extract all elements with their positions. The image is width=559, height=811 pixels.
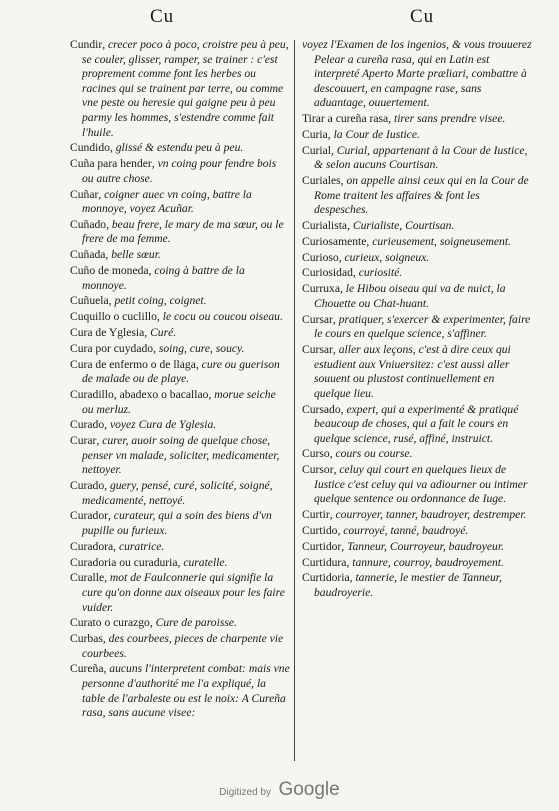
dictionary-entry	[70, 342, 290, 357]
dictionary-entry	[70, 264, 290, 293]
entry-definition: , courroyer, tanner, baudroyer, destremper.	[329, 508, 527, 522]
entry-headword: Curalle	[70, 571, 105, 585]
entry-definition: , belle sœur.	[105, 248, 161, 262]
entry-definition: , tannerie, le mestier de Tanneur, baudroyerie.	[314, 571, 502, 599]
dictionary-entry	[302, 219, 532, 234]
entry-definition: , Curial, appartenant à la Cour de Iustice, & selon aucuns Courtisan.	[314, 143, 528, 172]
dictionary-entry	[302, 266, 532, 281]
dictionary-entry	[70, 418, 290, 433]
right-column	[302, 38, 532, 775]
entry-headword: Cursor	[302, 463, 334, 477]
entry-headword: Curadoria ou curaduria	[70, 555, 178, 569]
entry-definition: , crecer poco à poco, croistre peu à peu, se couler, glisser, ramper, se trainer : c'est proprement comme font les herbes ou racines qui se trainent par terre, ou comme vne peste ou heresie qui gaigne peu à peu parmy les hommes, s'estendre comme fait l'huile.	[82, 38, 289, 139]
entry-headword: Curiosamente	[302, 234, 367, 248]
dictionary-entry	[70, 479, 290, 508]
dictionary-entry	[302, 174, 532, 218]
entry-definition: , Cure de paroisse.	[149, 616, 237, 630]
entry-definition: , voyez Cura de Yglesia.	[104, 418, 217, 432]
entry-headword: Curar	[70, 434, 97, 448]
entry-definition: , tannure, courroy, baudroyement.	[346, 555, 504, 569]
dictionary-entry	[70, 616, 290, 631]
entry-headword: Cuño de moneda	[70, 264, 149, 278]
dictionary-entry	[70, 294, 290, 309]
left-column	[70, 38, 290, 775]
dictionary-entry	[70, 556, 290, 571]
entry-definition: , tirer sans prendre visee.	[388, 112, 506, 126]
entry-definition: , morue seiche ou merluz.	[82, 387, 276, 416]
entry-headword: Cuquillo o cuclillo	[70, 310, 157, 324]
dictionary-entry	[302, 524, 532, 539]
dictionary-entry	[302, 447, 532, 462]
entry-headword: Curialista	[302, 219, 348, 233]
dictionary-entry	[302, 508, 532, 523]
entry-headword: Curado	[70, 479, 105, 493]
entry-headword: Cura de Yglesia	[70, 325, 145, 339]
entry-definition: , le Hibou oiseau qui va de nuict, la Chouette ou Chat-huant.	[314, 282, 506, 310]
digitized-footer	[0, 779, 559, 801]
entry-definition: , aucuns l'interpretent combat: mais vne personne d'authorité me l'a expliqué, la table de l'arbaleste ou est le noix: A Cureña rasa, sans aucune visee:	[82, 662, 290, 720]
entry-headword: Cura por cuydado	[70, 341, 154, 355]
entry-headword: Curia	[302, 127, 328, 141]
dictionary-entry	[70, 509, 290, 538]
entry-definition: , coing à battre de la monnoye.	[82, 264, 245, 292]
entry-headword: Cuñar	[70, 187, 99, 201]
entry-headword: Curbas	[70, 632, 103, 646]
dictionary-entry	[302, 556, 532, 571]
running-header	[0, 6, 559, 34]
entry-headword: Cuñuela	[70, 294, 109, 308]
entry-headword: Curial	[302, 143, 331, 157]
entry-headword: Curtir	[302, 508, 330, 522]
entry-definition: , le cocu ou coucou oiseau.	[156, 310, 283, 324]
entry-definition: , glissé & estendu peu à peu.	[109, 141, 244, 155]
dictionary-entry	[70, 632, 290, 661]
header-left-letters: Cu	[150, 6, 175, 27]
dictionary-entry	[70, 571, 290, 615]
entry-headword: Curiosidad	[302, 266, 353, 280]
dictionary-entry	[302, 540, 532, 555]
entry-definition: , expert, qui a experimenté & pratiqué beaucoup de choses, qui a fait le cours en quelque science, rusé, affiné, instruict.	[314, 402, 519, 445]
entry-headword: Curtidoria	[302, 571, 350, 585]
dictionary-entry	[70, 326, 290, 341]
entry-headword: Cuñada	[70, 248, 106, 262]
dictionary-entry	[70, 157, 290, 186]
entry-definition: , la Cour de Iustice.	[327, 127, 420, 141]
entry-headword: Curado	[70, 418, 105, 432]
entry-headword: Cundir	[70, 38, 103, 51]
entry-definition: , des courbees, pieces de charpente vie courbees.	[82, 632, 284, 660]
dictionary-entry	[70, 38, 290, 140]
entry-definition: , celuy qui court en quelques lieux de Iustice c'est celuy qui va adiourner ou intimer quelque sentence ou ordonnance de Iuge.	[314, 463, 528, 506]
entry-headword: Cuñado	[70, 217, 107, 231]
entry-headword: Tirar a cureña rasa	[302, 112, 389, 126]
entry-headword: Cursar	[302, 342, 333, 356]
entry-definition: , mot de Faulconnerie qui signifie la cure qu'on donne aux oiseaux pour les faire vuider.	[82, 571, 285, 614]
entry-definition: , guery, pensé, curé, solicité, soigné, medicamenté, nettoyé.	[82, 479, 273, 507]
entry-definition: voyez l'Examen de los ingenios, & vous trouuerez Pelear a cureña rasa, qui en Latin est interpreté Aperto Marte præliari, combattre à descouuert, en campagne rase, sans aduantage, ouuertement.	[302, 38, 532, 110]
entry-definition: , Curialiste, Courtisan.	[347, 219, 455, 233]
entry-definition: , curieux, soigneux.	[338, 250, 430, 264]
entry-headword: Cureña	[70, 662, 104, 676]
entry-definition: , Curé.	[144, 325, 177, 339]
entry-headword: Curiales	[302, 174, 341, 188]
google-logo: Google	[278, 779, 340, 800]
entry-definition: , Tanneur, Courroyeur, baudroyeur.	[341, 539, 504, 553]
dictionary-entry	[302, 463, 532, 507]
entry-headword: Curtido	[302, 524, 338, 537]
dictionary-entry	[302, 313, 532, 342]
entry-definition: , curatelle.	[177, 555, 228, 569]
dictionary-entry	[302, 571, 532, 600]
digitized-label: Digitized by	[219, 787, 271, 798]
column-divider	[294, 40, 295, 761]
entry-headword: Cuña para hender	[70, 157, 152, 171]
entry-headword: Curador	[70, 509, 108, 523]
entry-headword: Curioso	[302, 250, 339, 264]
entry-definition: , petit coing, coignet.	[108, 294, 207, 308]
entry-definition: , curiosité.	[352, 266, 403, 280]
entry-headword: Curruxa	[302, 282, 340, 296]
dictionary-entry	[302, 38, 532, 111]
entry-headword: Curtidor	[302, 539, 342, 553]
entry-definition: , on appelle ainsi ceux qui en la Cour de Rome traitent les affaires & font les despesches.	[314, 174, 529, 217]
header-right-letters: Cu	[410, 6, 435, 27]
entry-headword: Curato o curazgo	[70, 616, 150, 630]
entry-definition: , curateur, qui a soin des biens d'vn pupille ou furieux.	[82, 509, 272, 537]
dictionary-entry	[302, 343, 532, 401]
dictionary-entry	[70, 141, 290, 156]
entry-definition: , pratiquer, s'exercer & experimenter, faire le cours en quelque science, s'affiner.	[314, 312, 531, 341]
dictionary-entry	[70, 188, 290, 217]
dictionary-entry	[70, 358, 290, 387]
entry-definition: , soing, cure, soucy.	[153, 341, 245, 355]
dictionary-entry	[70, 434, 290, 478]
dictionary-entry	[302, 251, 532, 266]
entry-definition: , vn coing pour fendre bois ou autre chose.	[82, 157, 277, 185]
entry-headword: Cundido	[70, 141, 110, 155]
dictionary-entry	[70, 218, 290, 247]
dictionary-entry	[70, 388, 290, 417]
entry-definition: , curieusement, soigneusement.	[366, 234, 511, 248]
dictionary-entry	[302, 112, 532, 127]
entry-headword: Curso	[302, 447, 330, 461]
dictionary-entry	[70, 662, 290, 720]
entry-definition: , coigner auec vn coing, battre la monnoye, voyez Acuñar.	[82, 187, 252, 216]
entry-definition: , curer, auoir soing de quelque chose, penser vn malade, soliciter, medicamenter, nettoyer.	[82, 434, 280, 477]
dictionary-entry	[302, 403, 532, 447]
entry-headword: Curtidura	[302, 555, 347, 569]
entry-definition: , beau frere, le mary de ma sœur, ou le frere de ma femme.	[82, 217, 284, 246]
dictionary-entry	[70, 310, 290, 325]
entry-definition: , curatrice.	[113, 539, 165, 553]
entry-headword: Cursado	[302, 402, 341, 416]
dictionary-entry	[302, 235, 532, 250]
entry-definition: , cours ou course.	[329, 447, 413, 461]
dictionary-entry	[302, 144, 532, 173]
entry-headword: Curadora	[70, 539, 114, 553]
dictionary-entry	[70, 248, 290, 263]
dictionary-entry	[302, 128, 532, 143]
dictionary-entry	[70, 540, 290, 555]
entry-headword: Curadillo, abadexo o bacallao	[70, 387, 209, 401]
entry-headword: Cursar	[302, 312, 333, 326]
dictionary-entry	[302, 282, 532, 311]
entry-definition: , courroyé, tanné, baudroyé.	[337, 524, 469, 537]
entry-definition: , aller aux leçons, c'est à dire ceux qui estudient aux Vniuersitez: c'est aussi aller souuent ou plustost continuellement en quelque lieu.	[314, 342, 511, 400]
entry-headword: Cura de enfermo o de llaga	[70, 357, 196, 371]
entry-definition: , cure ou guerison de malade ou de playe.	[82, 357, 280, 386]
